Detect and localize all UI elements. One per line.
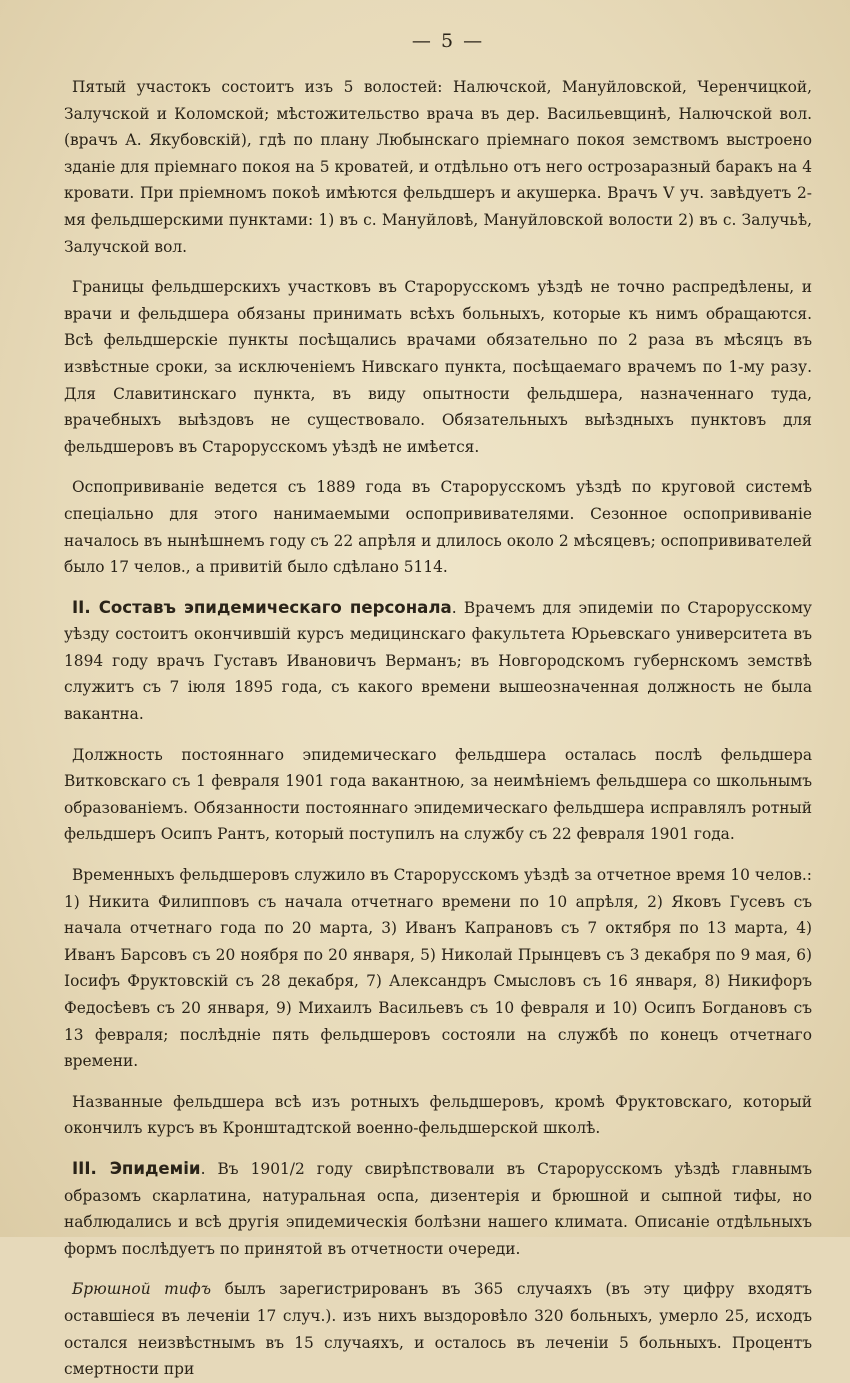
paragraph-temporary-feldshers	[64, 862, 812, 1075]
section-epidemic-staff	[64, 595, 812, 728]
section-epidemics	[64, 1156, 812, 1262]
paragraph-text: былъ зарегистрированъ въ 365 случаяхъ (въ эту цифру входятъ оставшіеся въ леченіи 17 случ.). изъ нихъ выздоровѣло 320 больныхъ, умерло 25, исходъ остался неизвѣстнымъ въ 15 случаяхъ, и осталось въ леченіи 5 больныхъ. Процентъ смертности при	[64, 1280, 813, 1379]
paragraph-feldsher-origin	[64, 1089, 812, 1142]
paragraph-text: Временныхъ фельдшеровъ служило въ Старорусскомъ уѣздѣ за отчетное время 10 челов.: 1) Никита Филипповъ съ начала отчетнаго времени по 10 апрѣля, 2) Яковъ Гусевъ съ начала отчетнаго года по 20 марта, 3) Иванъ Капрановъ съ 7 октября по 13 марта, 4) Иванъ Барсовъ съ 20 ноября по 20 января, 5) Николай Прынцевъ съ 3 декабря по 9 мая, 6) Іосифъ Фруктовскій съ 28 декабря, 7) Александръ Смысловъ съ 16 января, 8) Никифоръ Федосѣевъ съ 20 января, 9) Михаилъ Васильевъ съ 10 февраля и 10) Осипъ Богдановъ съ 13 февраля; послѣдніе пять фельдшеровъ состояли на службѣ по конецъ отчетнаго времени.	[64, 866, 812, 1071]
section-heading: II. Составъ эпидемическаго персонала	[72, 597, 452, 617]
paragraph-typhoid	[64, 1276, 812, 1382]
paragraph-vaccination	[64, 474, 812, 580]
page-number: — 5 —	[411, 30, 485, 52]
paragraph-text: . Врачемъ для эпидеміи по Старорусскому уѣзду состоитъ окончившій курсъ медицинскаго факультета Юрьевскаго университета въ 1894 году врачъ Густавъ Ивановичъ Верманъ; въ Новгородскомъ губернскомъ земствѣ служитъ съ 7 іюля 1895 года, съ какого времени вышеозначенная должность не была вакантна.	[64, 598, 812, 724]
paragraph-fifth-district	[64, 74, 812, 260]
paragraph-text: Названные фельдшера всѣ изъ ротныхъ фельдшеровъ, кромѣ Фруктовскаго, который окончилъ курсъ въ Кронштадтской военно-фельдшерской школѣ.	[64, 1092, 812, 1138]
paragraph-district-borders	[64, 274, 812, 460]
paragraph-text: Пятый участокъ состоитъ изъ 5 волостей: Налючской, Мануйловской, Черенчицкой, Залучской и Коломской; мѣстожительство врача въ дер. Васильевщинѣ, Налючской вол. (врачъ А. Якубовскій), гдѣ по плану Любынскаго пріемнаго покоя земствомъ выстроено зданіе для пріемнаго покоя на 5 кроватей, и отдѣльно отъ него острозаразный баракъ на 4 кровати. При пріемномъ покоѣ имѣются фельдшеръ и акушерка. Врачъ V уч. завѣдуетъ 2-мя фельдшерскими пунктами: 1) въ с. Мануйловѣ, Мануйловской волости 2) въ с. Залучьѣ, Залучской вол.	[64, 78, 812, 256]
paragraph-text: Оспопрививаніе ведется съ 1889 года въ Старорусскомъ уѣздѣ по круговой системѣ спеціально для этого нанимаемыми оспопрививателями. Сезонное оспопрививаніе началось въ нынѣшнемъ году съ 22 апрѣля и длилось около 2 мѣсяцевъ; оспопрививателей было 17 челов., а привитій было сдѣлано 5114.	[64, 478, 812, 577]
section-heading: III. Эпидеміи	[72, 1158, 201, 1178]
paragraph-text: . Въ 1901/2 году свирѣпствовали въ Старорусскомъ уѣздѣ главнымъ образомъ скарлатина, натуральная оспа, дизентерія и брюшной и сыпной тифы, но наблюдались и всѣ другія эпидемическія болѣзни нашего климата. Описаніе отдѣльныхъ формъ послѣдуетъ по принятой въ отчетности очереди.	[64, 1159, 812, 1258]
emphasized-term: Брюшной тифъ	[72, 1280, 211, 1299]
paragraph-text: Границы фельдшерскихъ участковъ въ Старорусскомъ уѣздѣ не точно распредѣлены, и врачи и фельдшера обязаны принимать всѣхъ больныхъ, которые къ нимъ обращаются. Всѣ фельдшерскіе пункты посѣщались врачами обязательно по 2 раза въ мѣсяцъ въ извѣстные сроки, за исключеніемъ Нивскаго пункта, посѣщаемаго врачемъ по 1-му разу. Для Славитинскаго пункта, въ виду опытности фельдшера, назначеннаго туда, врачебныхъ выѣздовъ не существовало. Обязательныхъ выѣздныхъ пунктовъ для фельдшеровъ въ Старорусскомъ уѣздѣ не имѣется.	[64, 278, 812, 456]
paragraph-permanent-feldsher	[64, 742, 812, 848]
paragraph-text: Должность постояннаго эпидемическаго фельдшера осталась послѣ фельдшера Витковскаго съ 1 февраля 1901 года вакантною, за неимѣніемъ фельдшера со школьнымъ образованіемъ. Обязанности постояннаго эпидемическаго фельдшера исправлялъ ротный фельдшеръ Осипъ Рантъ, который поступилъ на службу съ 22 февраля 1901 года.	[64, 745, 812, 844]
